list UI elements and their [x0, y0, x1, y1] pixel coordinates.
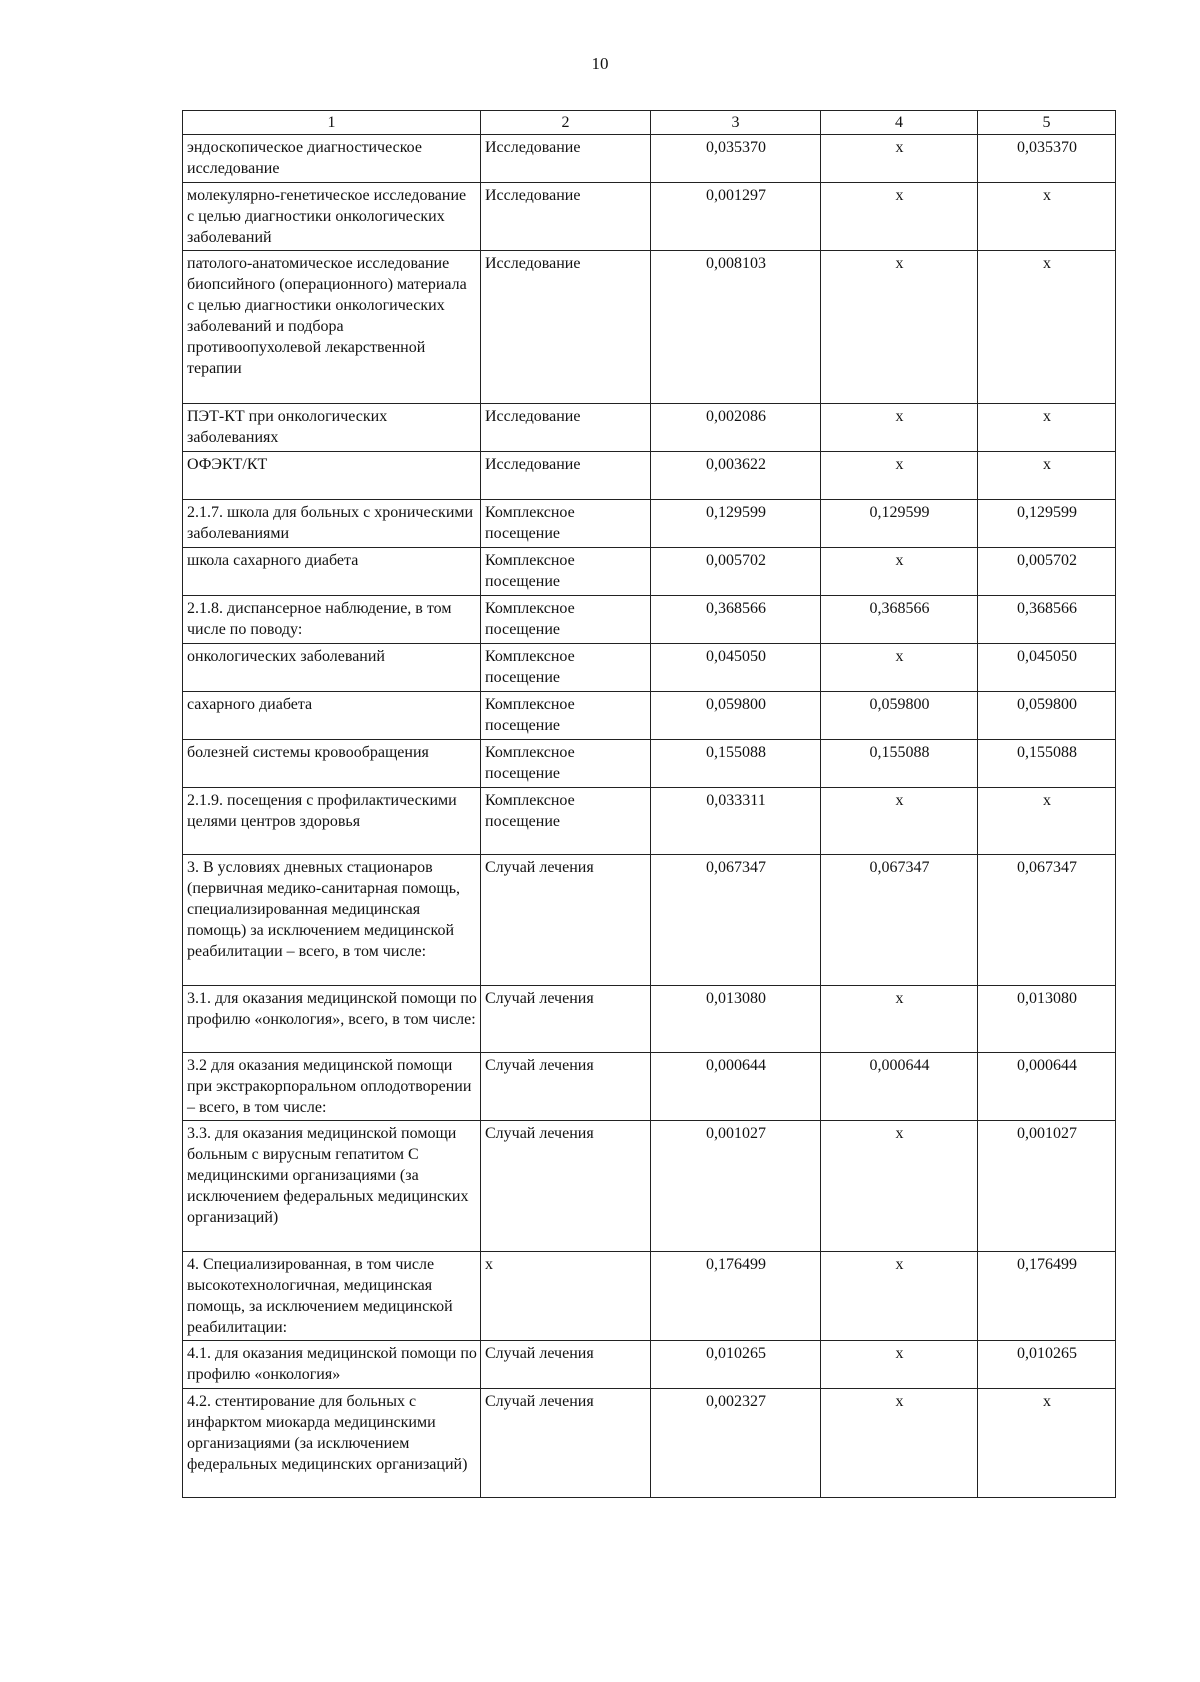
row-name-cell: эндоскопическое диагностическое исследование [183, 135, 481, 183]
row-name-cell: 2.1.8. диспансерное наблюдение, в том числе по поводу: [183, 596, 481, 644]
row-value-col5: 0,035370 [978, 135, 1116, 183]
row-value-col3: 0,000644 [651, 1053, 821, 1121]
table-row [183, 1121, 1116, 1252]
row-unit-cell: Комплексное посещение [481, 548, 651, 596]
row-unit-cell: Исследование [481, 452, 651, 500]
row-value-col5: х [978, 251, 1116, 404]
column-number: 1 [183, 111, 481, 135]
table-row [183, 788, 1116, 855]
row-name-cell: патолого-анатомическое исследование биопсийного (операционного) материала с целью диагностики онкологических заболеваний и подбора противоопухолевой лекарственной терапии [183, 251, 481, 404]
table-row [183, 183, 1116, 251]
table-row [183, 251, 1116, 404]
row-value-col4: 0,059800 [821, 692, 978, 740]
row-unit-cell: Случай лечения [481, 1389, 651, 1498]
row-value-col3: 0,155088 [651, 740, 821, 788]
row-value-col4: 0,000644 [821, 1053, 978, 1121]
row-name-cell: онкологических заболеваний [183, 644, 481, 692]
page-number: 10 [591, 54, 609, 73]
row-name-cell: 3.1. для оказания медицинской помощи по профилю «онкология», всего, в том числе: [183, 986, 481, 1053]
row-name-cell: болезней системы кровообращения [183, 740, 481, 788]
row-value-col3: 0,067347 [651, 855, 821, 986]
row-name-cell: ПЭТ-КТ при онкологических заболеваниях [183, 404, 481, 452]
table-row [183, 452, 1116, 500]
table-row [183, 1389, 1116, 1498]
row-value-col4: х [821, 183, 978, 251]
row-value-col3: 0,002086 [651, 404, 821, 452]
row-value-col5: х [978, 404, 1116, 452]
row-value-col5: х [978, 788, 1116, 855]
column-number: 4 [821, 111, 978, 135]
row-unit-cell: Случай лечения [481, 986, 651, 1053]
row-unit-cell: Случай лечения [481, 855, 651, 986]
row-value-col5: 0,010265 [978, 1341, 1116, 1389]
row-value-col5: 0,067347 [978, 855, 1116, 986]
row-unit-cell: Случай лечения [481, 1121, 651, 1252]
table-row [183, 548, 1116, 596]
row-value-col5: 0,368566 [978, 596, 1116, 644]
row-unit-cell: Случай лечения [481, 1341, 651, 1389]
row-value-col3: 0,001297 [651, 183, 821, 251]
row-value-col4: х [821, 644, 978, 692]
table-row [183, 404, 1116, 452]
row-name-cell: 2.1.7. школа для больных с хроническими заболеваниями [183, 500, 481, 548]
row-value-col5: 0,059800 [978, 692, 1116, 740]
table-row [183, 692, 1116, 740]
column-number: 5 [978, 111, 1116, 135]
row-unit-cell: Комплексное посещение [481, 788, 651, 855]
row-value-col5: 0,001027 [978, 1121, 1116, 1252]
table-row [183, 135, 1116, 183]
row-value-col4: 0,155088 [821, 740, 978, 788]
table-row [183, 1252, 1116, 1341]
row-value-col4: 0,067347 [821, 855, 978, 986]
row-name-cell: ОФЭКТ/КТ [183, 452, 481, 500]
row-value-col4: 0,368566 [821, 596, 978, 644]
table-body [183, 135, 1116, 1498]
row-value-col4: х [821, 1252, 978, 1341]
row-unit-cell: Случай лечения [481, 1053, 651, 1121]
row-value-col3: 0,013080 [651, 986, 821, 1053]
table-row [183, 596, 1116, 644]
row-name-cell: школа сахарного диабета [183, 548, 481, 596]
row-value-col3: 0,001027 [651, 1121, 821, 1252]
row-name-cell: молекулярно-генетическое исследование с целью диагностики онкологических заболеваний [183, 183, 481, 251]
row-value-col5: х [978, 1389, 1116, 1498]
row-name-cell: 2.1.9. посещения с профилактическими целями центров здоровья [183, 788, 481, 855]
data-table [182, 110, 1116, 1498]
column-number: 2 [481, 111, 651, 135]
row-unit-cell: Комплексное посещение [481, 644, 651, 692]
row-unit-cell: Исследование [481, 135, 651, 183]
row-value-col3: 0,045050 [651, 644, 821, 692]
row-value-col5: х [978, 183, 1116, 251]
row-value-col4: х [821, 986, 978, 1053]
table-row [183, 500, 1116, 548]
row-value-col5: 0,176499 [978, 1252, 1116, 1341]
row-value-col4: х [821, 1341, 978, 1389]
row-name-cell: 3. В условиях дневных стационаров (первичная медико-санитарная помощь, специализированная медицинская помощь) за исключением медицинской реабилитации – всего, в том числе: [183, 855, 481, 986]
row-value-col4: 0,129599 [821, 500, 978, 548]
row-value-col4: х [821, 1389, 978, 1498]
row-value-col3: 0,176499 [651, 1252, 821, 1341]
row-value-col4: х [821, 1121, 978, 1252]
row-unit-cell: Исследование [481, 251, 651, 404]
row-value-col5: 0,013080 [978, 986, 1116, 1053]
row-unit-cell: Комплексное посещение [481, 692, 651, 740]
table-row [183, 644, 1116, 692]
table-row [183, 855, 1116, 986]
row-value-col3: 0,033311 [651, 788, 821, 855]
row-value-col5: 0,129599 [978, 500, 1116, 548]
row-value-col4: х [821, 548, 978, 596]
row-value-col5: 0,155088 [978, 740, 1116, 788]
row-value-col3: 0,002327 [651, 1389, 821, 1498]
row-value-col3: 0,059800 [651, 692, 821, 740]
table-row [183, 1053, 1116, 1121]
row-value-col5: 0,005702 [978, 548, 1116, 596]
row-name-cell: сахарного диабета [183, 692, 481, 740]
row-name-cell: 4.1. для оказания медицинской помощи по профилю «онкология» [183, 1341, 481, 1389]
row-value-col3: 0,005702 [651, 548, 821, 596]
row-unit-cell: Комплексное посещение [481, 500, 651, 548]
row-value-col3: 0,008103 [651, 251, 821, 404]
row-unit-cell: Комплексное посещение [481, 740, 651, 788]
row-value-col3: 0,035370 [651, 135, 821, 183]
row-unit-cell: Исследование [481, 404, 651, 452]
row-name-cell: 3.2 для оказания медицинской помощи при экстракорпоральном оплодотворении – всего, в том числе: [183, 1053, 481, 1121]
row-value-col4: х [821, 788, 978, 855]
row-value-col3: 0,010265 [651, 1341, 821, 1389]
row-value-col5: 0,000644 [978, 1053, 1116, 1121]
row-value-col5: х [978, 452, 1116, 500]
row-value-col4: х [821, 135, 978, 183]
row-value-col4: х [821, 404, 978, 452]
row-value-col3: 0,368566 [651, 596, 821, 644]
table-row [183, 1341, 1116, 1389]
row-value-col4: х [821, 452, 978, 500]
row-name-cell: 4.2. стентирование для больных с инфарктом миокарда медицинскими организациями (за исключением федеральных медицинских организаций) [183, 1389, 481, 1498]
row-name-cell: 3.3. для оказания медицинской помощи больным с вирусным гепатитом С медицинскими организациями (за исключением федеральных медицинских организаций) [183, 1121, 481, 1252]
table-row [183, 986, 1116, 1053]
row-unit-cell: х [481, 1252, 651, 1341]
row-name-cell: 4. Специализированная, в том числе высокотехнологичная, медицинская помощь, за исключением медицинской реабилитации: [183, 1252, 481, 1341]
row-value-col4: х [821, 251, 978, 404]
row-unit-cell: Исследование [481, 183, 651, 251]
row-value-col3: 0,129599 [651, 500, 821, 548]
column-number-row [183, 111, 1116, 135]
row-unit-cell: Комплексное посещение [481, 596, 651, 644]
table-row [183, 740, 1116, 788]
column-number: 3 [651, 111, 821, 135]
row-value-col5: 0,045050 [978, 644, 1116, 692]
row-value-col3: 0,003622 [651, 452, 821, 500]
